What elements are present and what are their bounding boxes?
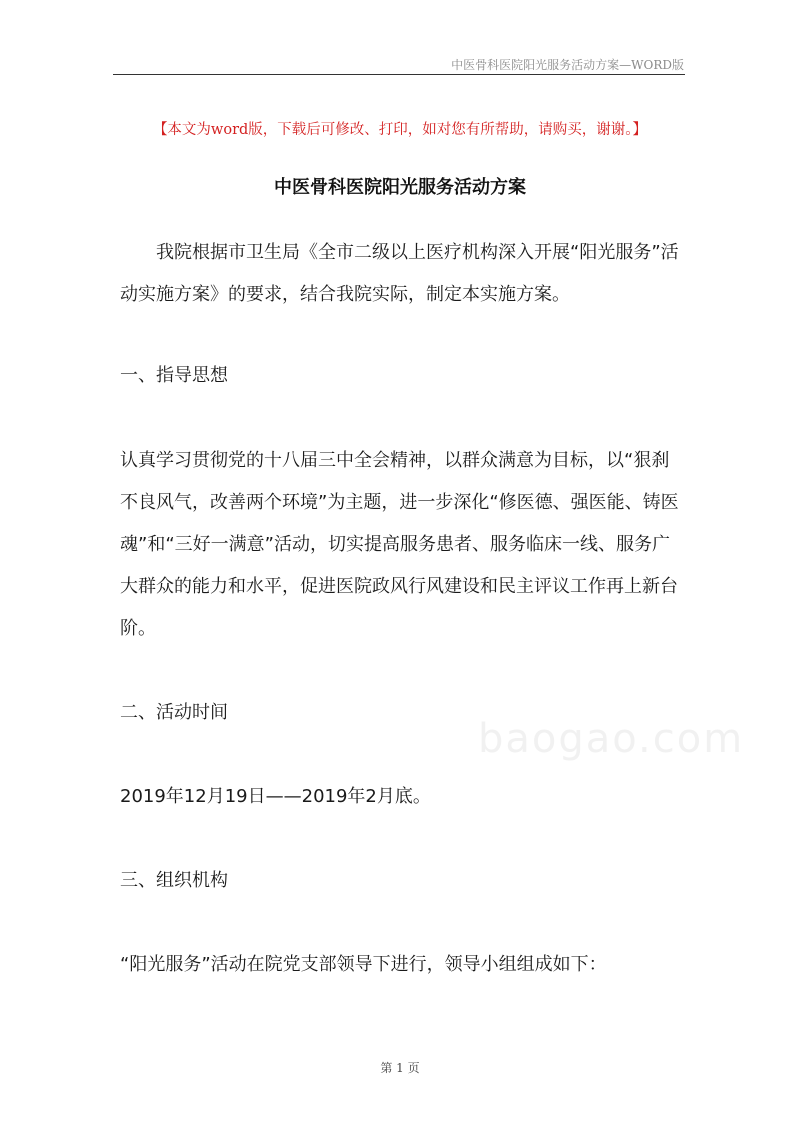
section-heading-guiding-ideology: 一、指导思想 — [120, 365, 228, 386]
section-body-activity-time: 2019年12月19日——2019年2月底。 — [120, 786, 431, 807]
page-header-text: 中医骨科医院阳光服务活动方案—WORD版 — [451, 58, 684, 72]
section-heading-activity-time: 二、活动时间 — [120, 702, 228, 723]
document-title: 中医骨科医院阳光服务活动方案 — [274, 177, 526, 198]
section-body-organization: “阳光服务”活动在院党支部领导下进行，领导小组组成如下： — [120, 954, 607, 975]
header-divider — [113, 74, 685, 75]
section-body-guiding-ideology: 认真学习贯彻党的十八届三中全会精神，以群众满意为目标，以“狠刹不良风气，改善两个环境”为主题，进一步深化“修医德、强医能、铸医魂”和“三好一满意”活动，切实提高服务患者、服务临床一线、服务广大群众的能力和水平，促进医院政风行风建设和民主评议工作再上新台阶。 — [120, 450, 679, 639]
intro-paragraph: 我院根据市卫生局《全市二级以上医疗机构深入开展“阳光服务”活动实施方案》的要求，结合我院实际，制定本实施方案。 — [120, 242, 679, 305]
watermark: baogao.com — [478, 716, 745, 762]
page-number: 第 1 页 — [380, 1061, 420, 1075]
download-notice: 【本文为word版，下载后可修改、打印，如对您有所帮助，请购买，谢谢。】 — [152, 122, 648, 138]
section-heading-organization: 三、组织机构 — [120, 870, 228, 891]
